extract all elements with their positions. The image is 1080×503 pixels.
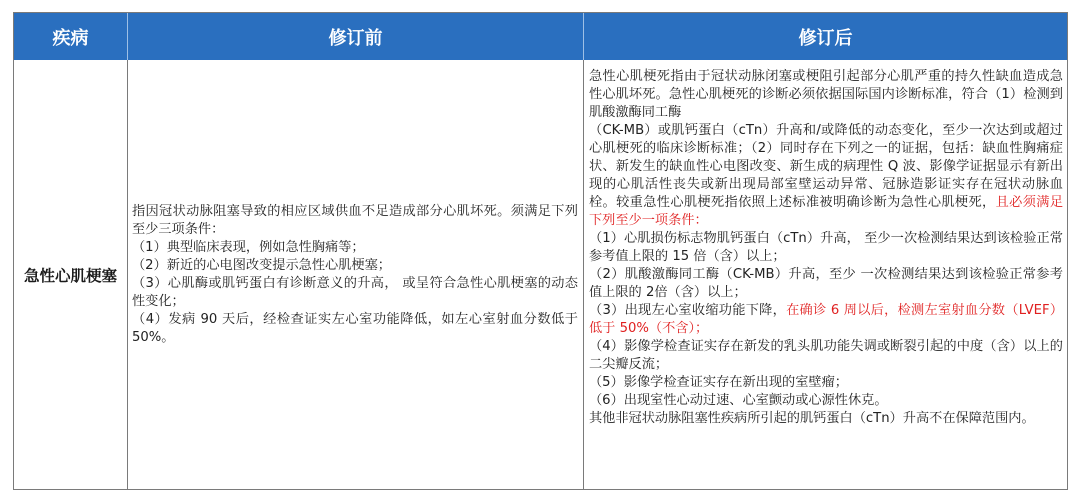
before-revision-cell: [127, 60, 583, 489]
after-item-3: [589, 302, 1063, 338]
after-definition: 急性心肌梗死指由于冠状动脉闭塞或梗阻引起部分心肌严重的持久性缺血造成急性心肌坏死。急性心肌梗死的诊断必须依据国际国内诊断标准，符合（1）检测到肌酸激酶同工酶: [589, 69, 1063, 120]
after-criteria-highlight: 且必须满足下列至少一项条件：: [589, 195, 1064, 228]
table-row: [14, 60, 1067, 489]
after-item-6: （6）出现室性心动过速、心室颤动或心源性休克。: [589, 393, 888, 408]
before-item-3: （3）心肌酶或肌钙蛋白有诊断意义的升高， 或呈符合急性心肌梗塞的动态性变化；: [132, 275, 578, 309]
after-criteria-text: （CK-MB）或肌钙蛋白（cTn）升高和/或降低的动态变化，至少一次达到或超过心肌梗死的临床诊断标准；（2）同时存在下列之一的证据，包括：缺血性胸痛症状、新发生的缺血性心电图改变、新生成的病理性 Q 波、影像学证据显示有新出现的心肌活性丧失或新出现局部室壁运动异常、冠脉造影证实存在冠状动脉血栓。较重急性心肌梗死指依照上述标准被明确诊断为急性心肌梗死，: [589, 123, 1063, 210]
header-disease: 疾病: [52, 27, 89, 49]
after-item-1: （1）心肌损伤标志物肌钙蛋白（cTn）升高， 至少一次检测结果达到该检验正常参考值上限的 15 倍（含）以上；: [589, 231, 1063, 264]
table-header: [14, 13, 1067, 60]
after-revision-cell: [583, 60, 1067, 489]
comparison-table: [13, 12, 1068, 490]
after-item-2: （2）肌酸激酶同工酶（CK-MB）升高，至少 一次检测结果达到该检验正常参考值上限的 2倍（含）以上；: [589, 267, 1063, 300]
after-exclusion-note: 其他非冠状动脉阻塞性疾病所引起的肌钙蛋白（cTn）升高不在保障范围内。: [589, 411, 1035, 426]
before-item-1: （1）典型临床表现，例如急性胸痛等；: [132, 239, 365, 255]
after-criteria: [589, 122, 1063, 230]
after-item-3-highlight: 在确诊 6 周以后，检测左室射血分数（LVEF）低于 50%（不含）；: [589, 303, 1064, 336]
after-item-3-text: （3）出现左心室收缩功能下降，: [589, 303, 787, 318]
after-item-4: （4）影像学检查证实存在新发的乳头肌功能失调或断裂引起的中度（含）以上的二尖瓣反流；: [589, 339, 1063, 372]
before-item-2: （2）新近的心电图改变提示急性心肌梗塞；: [132, 257, 391, 273]
after-revision-text: [584, 60, 1067, 428]
header-after-revision: 修订后: [583, 13, 1067, 60]
disease-name: 急性心肌梗塞: [23, 266, 117, 285]
before-revision-text: [128, 203, 583, 347]
after-item-5: （5）影像学检查证实存在新出现的室壁瘤；: [589, 375, 848, 390]
before-intro: 指因冠状动脉阻塞导致的相应区域供血不足造成部分心肌坏死。须满足下列至少三项条件：: [132, 203, 578, 237]
header-before-revision: 修订前: [127, 13, 583, 60]
before-item-4: （4）发病 90 天后，经检查证实左心室功能降低，如左心室射血分数低于 50%。: [132, 311, 578, 345]
